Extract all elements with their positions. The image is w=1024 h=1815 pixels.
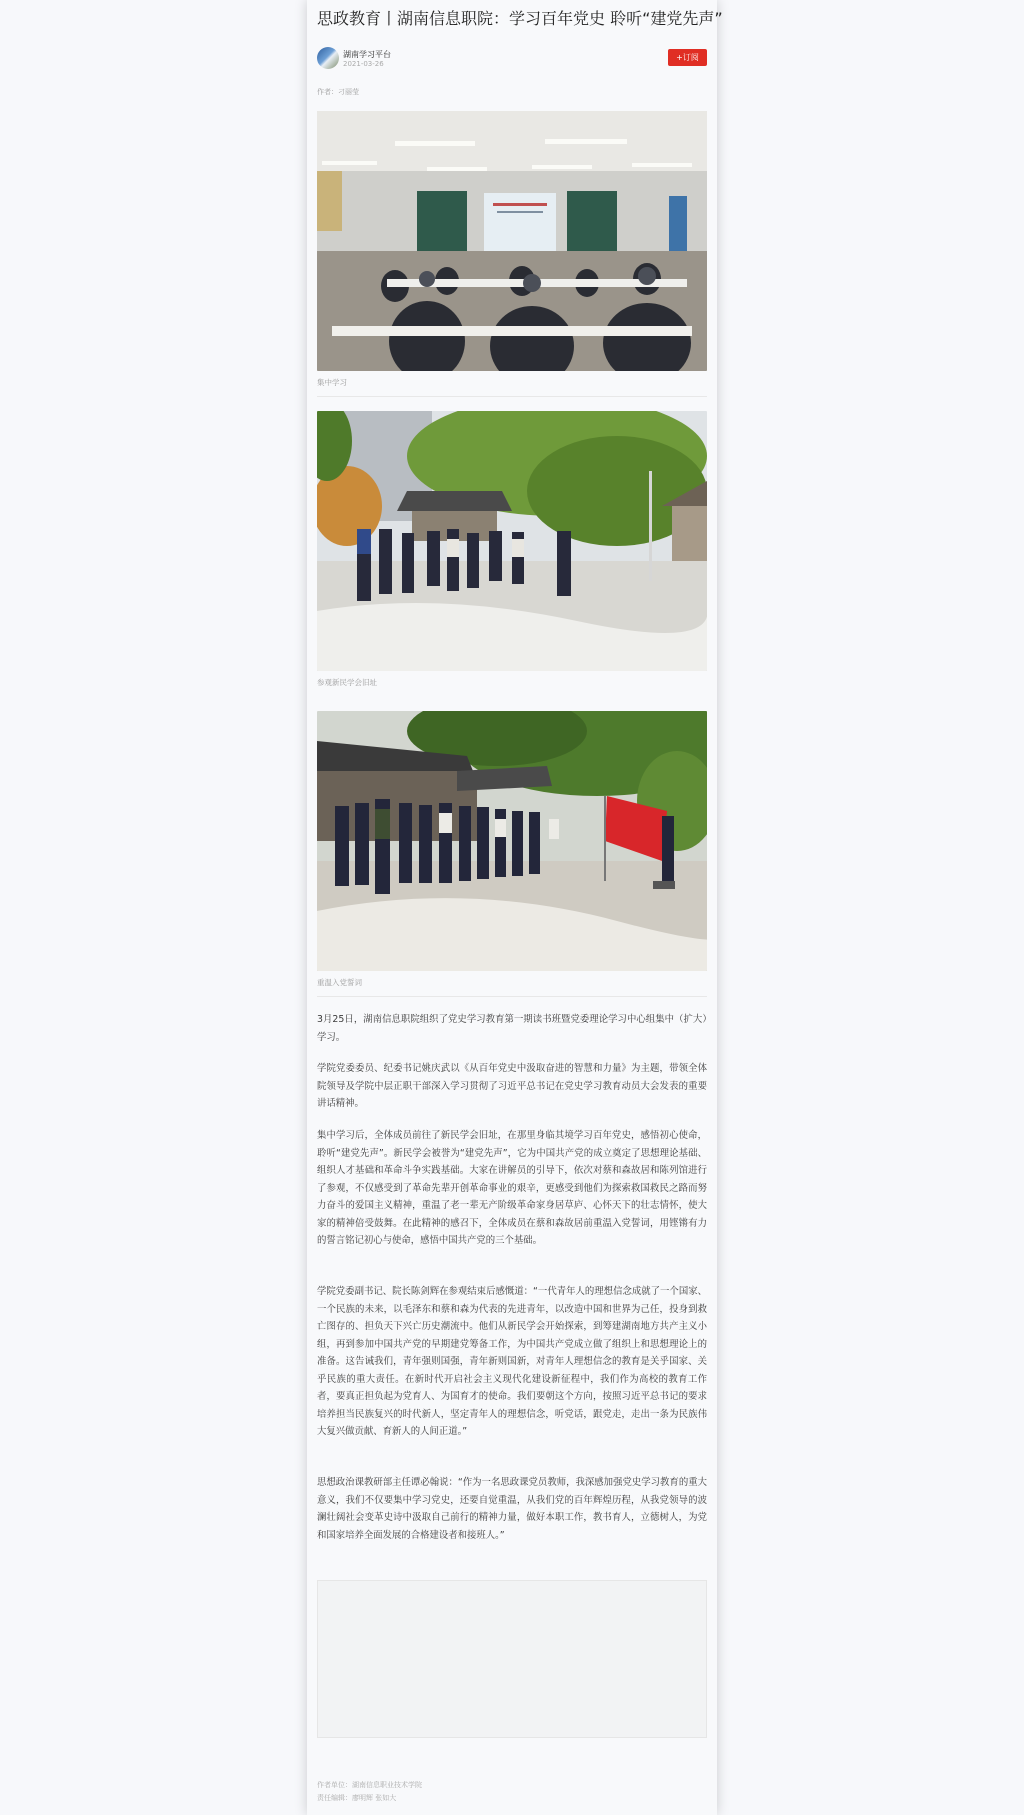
- paragraph: 学院党委委员、纪委书记姚庆武以《从百年党史中汲取奋进的智慧和力量》为主题，带领全体院领导及学院中层正职干部深入学习贯彻了习近平总书记在党史学习教育动员大会发表的重要讲话精神。: [317, 1063, 707, 1109]
- byline: 作者：刁丽莹: [317, 88, 359, 96]
- avatar[interactable]: [317, 47, 339, 69]
- flag-oath-photo[interactable]: [317, 711, 707, 971]
- author-row: [317, 47, 707, 71]
- photo-caption-2: 参观新民学会旧址: [317, 678, 377, 687]
- article-page: [307, 0, 723, 1815]
- divider: [317, 996, 707, 997]
- article-title: 思政教育丨湖南信息职院：学习百年党史 聆听“建党先声”: [317, 9, 723, 28]
- photo-caption-1: 集中学习: [317, 378, 347, 387]
- subscribe-button[interactable]: +订阅: [668, 49, 707, 66]
- classroom-photo[interactable]: [317, 111, 707, 371]
- ad-placeholder[interactable]: [317, 1580, 707, 1738]
- source-name[interactable]: 湖南学习平台: [343, 50, 391, 59]
- footer-editor: 责任编辑：廖明辉 张如大: [317, 1794, 397, 1802]
- divider: [317, 396, 707, 397]
- paragraph: 集中学习后，全体成员前往了新民学会旧址，在那里身临其境学习百年党史，感悟初心使命，聆听“建党先声”。新民学会被誉为“建党先声”，它为中国共产党的成立奠定了思想理论基础、组织人才基础和革命斗争实践基础。大家在讲解员的引导下，依次对蔡和森故居和陈列馆进行了参观，不仅感受到了革命先辈开创革命事业的艰辛，更感受到他们为探索救国救民之路而努力奋斗的爱国主义精神，重温了老一辈无产阶级革命家身居草庐、心怀天下的壮志情怀，使大家的精神倍受鼓舞。在此精神的感召下，全体成员在蔡和森故居前重温入党誓词，用铿锵有力的誓言铭记初心与使命，感悟中国共产党的三个基础。: [317, 1130, 707, 1246]
- paragraph: 学院党委副书记、院长陈剑辉在参观结束后感慨道：“一代青年人的理想信念成就了一个国家、一个民族的未来，以毛泽东和蔡和森为代表的先进青年，以改造中国和世界为己任，投身到救亡图存的、担负天下兴亡历史潮流中。他们从新民学会开始探索，到筹建湖南地方共产主义小组，再到参加中国共产党的早期建党筹备工作，为中国共产党成立做了组织上和思想理论上的准备。这告诫我们，青年强则国强，青年新则国新，对青年人理想信念的教育是关乎国家、关乎民族的重大责任。在新时代开启社会主义现代化建设新征程中，我们作为高校的教育工作者，要真正担负起为党育人、为国育才的使命。我们要朝这个方向，按照习近平总书记的要求培养担当民族复兴的时代新人，坚定青年人的理想信念，听党话，跟党走，走出一条为民族伟大复兴做贡献、育新人的人间正道。”: [317, 1286, 707, 1437]
- classroom-photo-image: [317, 111, 707, 371]
- photo-caption-3: 重温入党誓词: [317, 978, 362, 987]
- flag-oath-photo-image: [317, 711, 707, 971]
- paragraph: 3月25日，湖南信息职院组织了党史学习教育第一期读书班暨党委理论学习中心组集中（扩大）学习。: [317, 1014, 707, 1043]
- courtyard-visit-photo-image: [317, 411, 707, 671]
- paragraph: 思想政治课教研部主任谭必翰说：“作为一名思政课党员教师，我深感加强党史学习教育的重大意义，我们不仅要集中学习党史，还要自觉重温，从我们党的百年辉煌历程，从我党领导的波澜壮阔社会变革史诗中汲取自己前行的精神力量，做好本职工作，教书育人，立德树人，为党和国家培养全面发展的合格建设者和接班人。”: [317, 1477, 707, 1541]
- footer-author-unit: 作者单位：湖南信息职业技术学院: [317, 1781, 422, 1789]
- courtyard-visit-photo[interactable]: [317, 411, 707, 671]
- publish-date: 2021-03-26: [343, 60, 384, 68]
